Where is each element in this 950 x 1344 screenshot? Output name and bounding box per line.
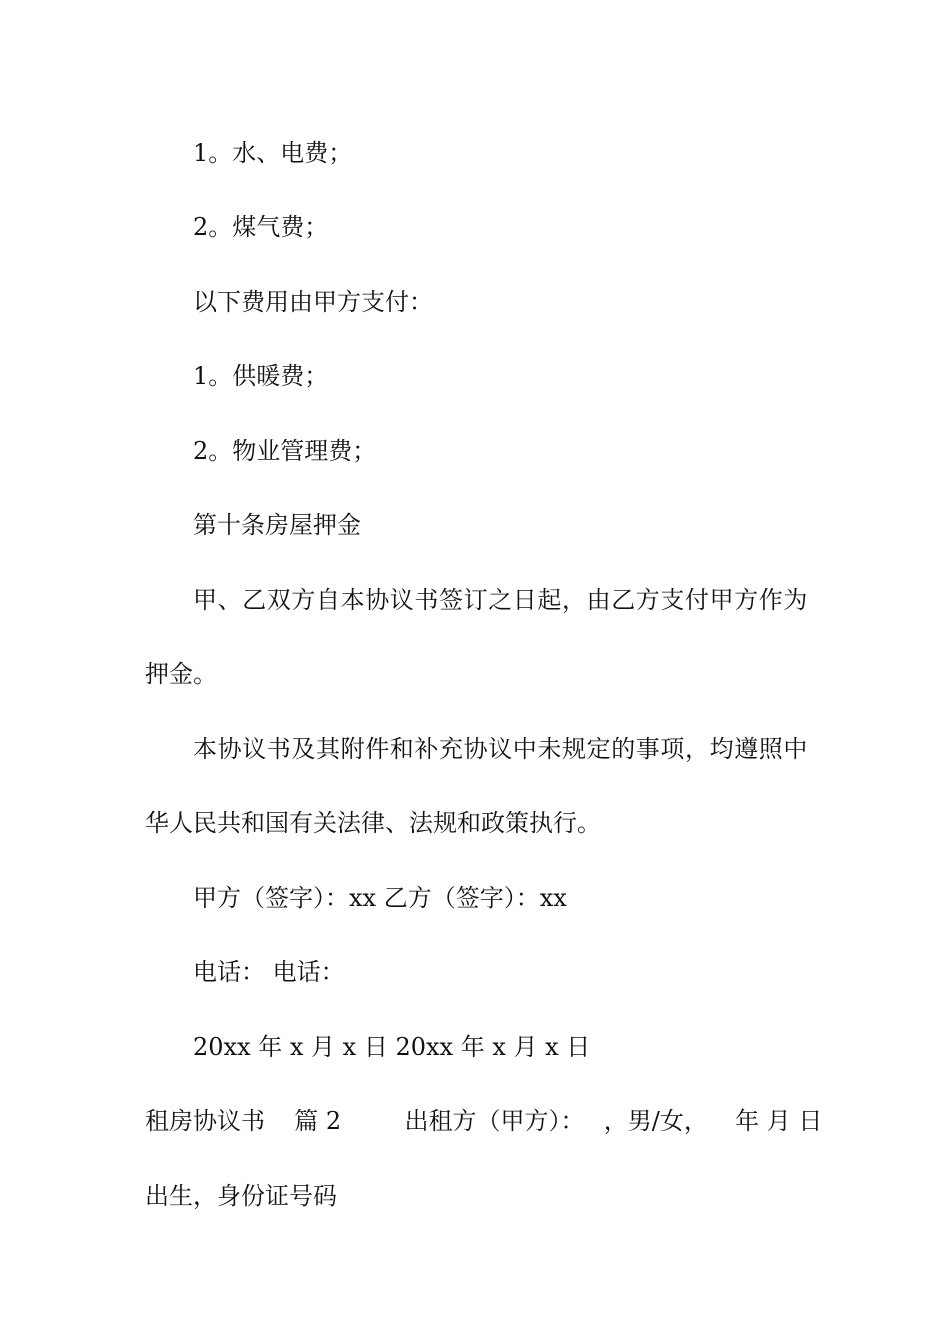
gender-label: ，男/女， (603, 1107, 708, 1135)
doc-line-1: 1。水、电费； (193, 139, 353, 167)
date-line: 20xx 年 x 月 x 日 20xx 年 x 月 x 日 (193, 1033, 591, 1061)
paragraph-line: 本协议书及其附件和补充协议中未规定的事项，均遵照中 (193, 735, 808, 763)
doc-line-5: 2。物业管理费； (193, 437, 377, 465)
section-label: 篇 2 (294, 1107, 342, 1135)
paragraph-line: 出生，身份证号码 (145, 1182, 337, 1210)
signature-line: 甲方（签字）：xx 乙方（签字）：xx (193, 884, 567, 912)
lessor-label: 出租方（甲方）： (404, 1107, 585, 1135)
doc-line-3: 以下费用由甲方支付： (193, 288, 433, 316)
birth-date-label: 年 月 日 (735, 1107, 823, 1135)
doc-line-4: 1。供暖费； (193, 362, 329, 390)
phone-line: 电话： 电话： (193, 958, 345, 986)
paragraph-line: 华人民共和国有关法律、法规和政策执行。 (145, 809, 601, 837)
agreement-header-line (145, 1105, 823, 1137)
paragraph-line: 押金。 (145, 660, 217, 688)
paragraph-line: 甲、乙双方自本协议书签订之日起，由乙方支付甲方作为 (193, 586, 808, 614)
doc-line-2: 2。煤气费； (193, 213, 329, 241)
agreement-title: 租房协议书 (145, 1107, 265, 1135)
section-heading: 第十条房屋押金 (193, 511, 361, 539)
